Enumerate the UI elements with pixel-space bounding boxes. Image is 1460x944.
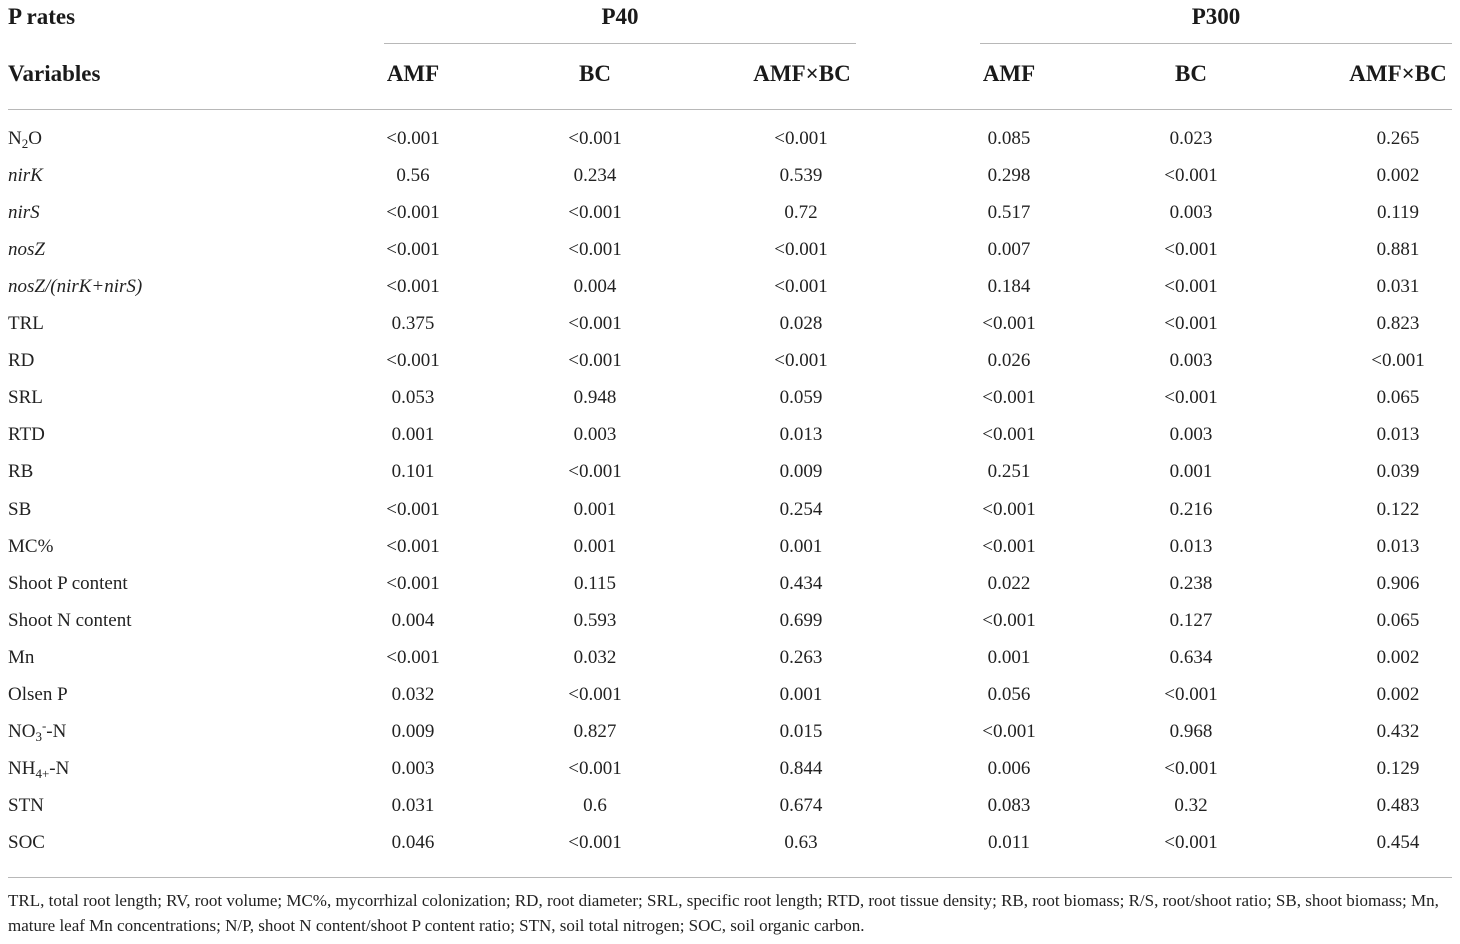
row-value: 0.539 (779, 165, 823, 187)
row-value: 0.001 (391, 424, 435, 446)
row-value: 0.634 (1169, 646, 1213, 668)
row-value: <0.001 (774, 128, 828, 149)
row-variable (8, 239, 45, 261)
row-value: <0.001 (386, 276, 440, 298)
row-value: 0.009 (391, 720, 435, 742)
row-value: 0.63 (784, 831, 818, 853)
row-value: <0.001 (1164, 239, 1218, 261)
row-value: <0.001 (774, 350, 828, 372)
table-row (0, 536, 1460, 573)
col-header-p40-bc: BC (579, 61, 611, 86)
row-value: 0.298 (987, 165, 1031, 187)
row-value: <0.001 (1371, 350, 1425, 372)
row-variable (8, 717, 67, 744)
row-value: <0.001 (982, 424, 1036, 446)
table-row (0, 758, 1460, 795)
row-variable (8, 573, 128, 595)
row-value: <0.001 (568, 350, 622, 372)
table-row (0, 424, 1460, 461)
row-value: <0.001 (982, 535, 1036, 557)
row-variable-main: NO (8, 720, 36, 742)
table-row (0, 387, 1460, 424)
variables-label: Variables (8, 61, 101, 86)
row-variable-sub: 2 (21, 136, 29, 151)
row-value: 0.699 (779, 609, 823, 631)
row-variable-main: STN (8, 794, 44, 816)
row-value: <0.001 (386, 498, 440, 520)
row-variable-main: NH (8, 757, 36, 779)
row-value: 0.003 (1169, 202, 1213, 224)
col-header-p300-bc: BC (1175, 61, 1207, 86)
row-value: 0.001 (573, 535, 617, 557)
row-variable-main: nirK (8, 165, 43, 187)
row-value: <0.001 (774, 239, 828, 261)
row-value: 0.906 (1376, 572, 1420, 594)
row-variable-main: TRL (8, 313, 44, 335)
row-value: 0.844 (779, 757, 823, 779)
row-value: 0.001 (779, 683, 823, 705)
table-row (0, 610, 1460, 647)
row-value: <0.001 (386, 646, 440, 668)
row-value: 0.032 (391, 683, 435, 705)
row-value: <0.001 (568, 831, 622, 853)
row-value: 0.002 (1376, 646, 1420, 668)
row-value: 0.046 (391, 831, 435, 853)
row-variable (8, 758, 69, 780)
row-variable-main: Shoot N content (8, 609, 132, 631)
row-variable-main: N (8, 128, 22, 149)
row-value: <0.001 (386, 350, 440, 372)
row-variable (8, 536, 53, 558)
row-variable-main: MC% (8, 535, 54, 557)
row-variable (8, 795, 44, 817)
row-value: 0.028 (779, 313, 823, 335)
row-value: 0.127 (1169, 609, 1213, 631)
row-value: 0.023 (1169, 128, 1213, 149)
row-value: 0.003 (573, 424, 617, 446)
row-value: <0.001 (568, 757, 622, 779)
row-value: 0.184 (987, 276, 1031, 298)
row-value: 0.022 (987, 572, 1031, 594)
row-value: 0.432 (1376, 720, 1420, 742)
table-row (0, 350, 1460, 387)
row-value: 0.056 (987, 683, 1031, 705)
table-row (0, 165, 1460, 202)
row-variable-main: SB (8, 498, 32, 520)
row-variable (8, 461, 33, 483)
table-row (0, 202, 1460, 239)
row-value: 0.059 (779, 387, 823, 409)
row-value: 0.006 (987, 757, 1031, 779)
row-value: <0.001 (568, 313, 622, 335)
row-value: <0.001 (386, 572, 440, 594)
table-row (0, 461, 1460, 498)
row-value: <0.001 (1164, 683, 1218, 705)
row-value: 0.454 (1376, 831, 1420, 853)
row-value: 0.115 (573, 572, 617, 594)
row-value: 0.032 (573, 646, 617, 668)
row-value: <0.001 (1164, 165, 1218, 187)
row-value: 0.56 (396, 165, 430, 187)
row-value: 0.083 (987, 794, 1031, 816)
row-value: 0.013 (1376, 535, 1420, 557)
row-value: 0.101 (391, 461, 435, 483)
row-value: 0.216 (1169, 498, 1213, 520)
row-value: <0.001 (386, 535, 440, 557)
row-variable-main: nosZ/(nirK+nirS) (8, 276, 143, 298)
row-variable (8, 202, 40, 224)
group-header-p40: P40 (601, 4, 639, 29)
table-footnote: TRL, total root length; RV, root volume; MC%, mycorrhizal colonization; RD, root diameter; SRL, specific root length; RTD, root tissue density; RB, root biomass; R/S, root/shoot ratio; SB, shoot biomass; Mn, mature leaf Mn concentrations; N/P, shoot N content/shoot P content ratio; STN, soil total nitrogen; SOC, soil organic carbon. (8, 891, 1439, 935)
row-value: 0.948 (573, 387, 617, 409)
group-header-p300: P300 (1191, 4, 1241, 29)
row-value: 0.6 (583, 794, 607, 816)
row-value: 0.238 (1169, 572, 1213, 594)
row-value: 0.031 (1376, 276, 1420, 298)
row-value: 0.434 (779, 572, 823, 594)
row-value: 0.593 (573, 609, 617, 631)
table-row (0, 717, 1460, 758)
row-value: 0.265 (1376, 128, 1420, 149)
row-value: 0.002 (1376, 165, 1420, 187)
row-value: 0.122 (1376, 498, 1420, 520)
row-variable-main: SOC (8, 831, 45, 853)
row-value: 0.251 (987, 461, 1031, 483)
row-variable-tail: O (28, 128, 42, 149)
row-value: 0.003 (1169, 350, 1213, 372)
row-value: 0.004 (391, 609, 435, 631)
row-value: 0.004 (573, 276, 617, 298)
row-value: 0.053 (391, 387, 435, 409)
row-value: <0.001 (1164, 831, 1218, 853)
row-value: 0.003 (391, 757, 435, 779)
row-value: <0.001 (1164, 276, 1218, 298)
row-value: 0.002 (1376, 683, 1420, 705)
table-bottom-rule (8, 877, 1452, 878)
row-value: <0.001 (1164, 313, 1218, 335)
row-value: <0.001 (774, 276, 828, 298)
row-value: 0.517 (987, 202, 1031, 224)
group-rule-p300 (980, 43, 1452, 44)
row-value: 0.827 (573, 720, 617, 742)
row-value: 0.065 (1376, 609, 1420, 631)
row-variable-main: Mn (8, 646, 35, 668)
row-value: <0.001 (982, 498, 1036, 520)
row-variable-sub: 3 (35, 728, 42, 744)
row-value: 0.254 (779, 498, 823, 520)
row-value: 0.234 (573, 165, 617, 187)
header-bottom-rule (8, 109, 1452, 110)
row-value: <0.001 (1164, 757, 1218, 779)
row-value: 0.031 (391, 794, 435, 816)
row-value: 0.129 (1376, 757, 1420, 779)
row-value: <0.001 (386, 239, 440, 261)
row-value: <0.001 (568, 683, 622, 705)
row-variable-sub: 4+ (35, 765, 50, 781)
col-header-p300-amf: AMF (982, 61, 1036, 86)
row-value: 0.026 (987, 350, 1031, 372)
row-value: 0.001 (573, 498, 617, 520)
row-variable-sup: - (41, 717, 47, 733)
row-value: <0.001 (1164, 387, 1218, 409)
row-variable (8, 424, 45, 446)
row-value: 0.968 (1169, 720, 1213, 742)
row-value: 0.003 (1169, 424, 1213, 446)
row-value: 0.823 (1376, 313, 1420, 335)
row-value: <0.001 (386, 128, 440, 149)
col-header-p40-amf: AMF (386, 61, 440, 86)
row-value: <0.001 (982, 609, 1036, 631)
col-header-p300-amfxbc: AMF×BC (1349, 61, 1447, 86)
row-value: 0.674 (779, 794, 823, 816)
row-value: 0.483 (1376, 794, 1420, 816)
row-value: 0.085 (987, 128, 1031, 149)
group-rule-p40 (384, 43, 856, 44)
row-value: 0.013 (779, 424, 823, 446)
table-row (0, 276, 1460, 313)
table-row (0, 795, 1460, 832)
row-variable (8, 647, 34, 669)
row-variable (8, 276, 142, 298)
table-row (0, 647, 1460, 684)
table-row (0, 684, 1460, 721)
row-variable (8, 165, 43, 187)
row-value: <0.001 (568, 239, 622, 261)
row-variable-tail: -N (46, 720, 67, 742)
row-variable-main: Shoot P content (8, 572, 128, 594)
row-variable (8, 387, 43, 409)
row-variable-tail: -N (49, 757, 70, 779)
row-value: 0.001 (1169, 461, 1213, 483)
row-value: <0.001 (386, 202, 440, 224)
row-variable-main: RTD (8, 424, 45, 446)
row-value: 0.007 (987, 239, 1031, 261)
table-row (0, 573, 1460, 610)
row-value: 0.013 (1376, 424, 1420, 446)
row-value: <0.001 (568, 461, 622, 483)
row-variable (8, 313, 44, 335)
row-value: 0.013 (1169, 535, 1213, 557)
row-value: 0.011 (987, 831, 1031, 853)
row-value: 0.72 (784, 202, 818, 224)
table-row (0, 313, 1460, 350)
row-variable-main: RB (8, 461, 34, 483)
row-variable-main: nirS (8, 202, 40, 224)
row-value: 0.32 (1174, 794, 1208, 816)
row-value: 0.009 (779, 461, 823, 483)
row-value: 0.015 (779, 720, 823, 742)
table-row (0, 499, 1460, 536)
row-value: <0.001 (568, 128, 622, 149)
row-variable-main: Olsen P (8, 683, 68, 705)
row-value: 0.039 (1376, 461, 1420, 483)
row-variable-main: nosZ (8, 239, 45, 261)
row-variable (8, 684, 68, 706)
row-variable (8, 610, 132, 632)
row-variable-main: SRL (8, 387, 43, 409)
row-variable (8, 128, 42, 150)
table-row (0, 239, 1460, 276)
row-value: 0.881 (1376, 239, 1420, 261)
row-value: 0.065 (1376, 387, 1420, 409)
row-value: <0.001 (982, 387, 1036, 409)
row-value: 0.119 (1376, 202, 1420, 224)
row-variable (8, 350, 34, 372)
table-row (0, 832, 1460, 869)
p-rates-label: P rates (8, 4, 76, 29)
row-variable (8, 832, 45, 854)
table-row (0, 128, 1460, 165)
row-value: 0.001 (779, 535, 823, 557)
row-value: <0.001 (982, 720, 1036, 742)
row-value: 0.001 (987, 646, 1031, 668)
row-value: 0.263 (779, 646, 823, 668)
row-value: <0.001 (982, 313, 1036, 335)
row-value: 0.375 (391, 313, 435, 335)
col-header-p40-amfxbc: AMF×BC (753, 61, 851, 86)
row-variable (8, 499, 31, 521)
row-value: <0.001 (568, 202, 622, 224)
row-variable-main: RD (8, 350, 35, 372)
